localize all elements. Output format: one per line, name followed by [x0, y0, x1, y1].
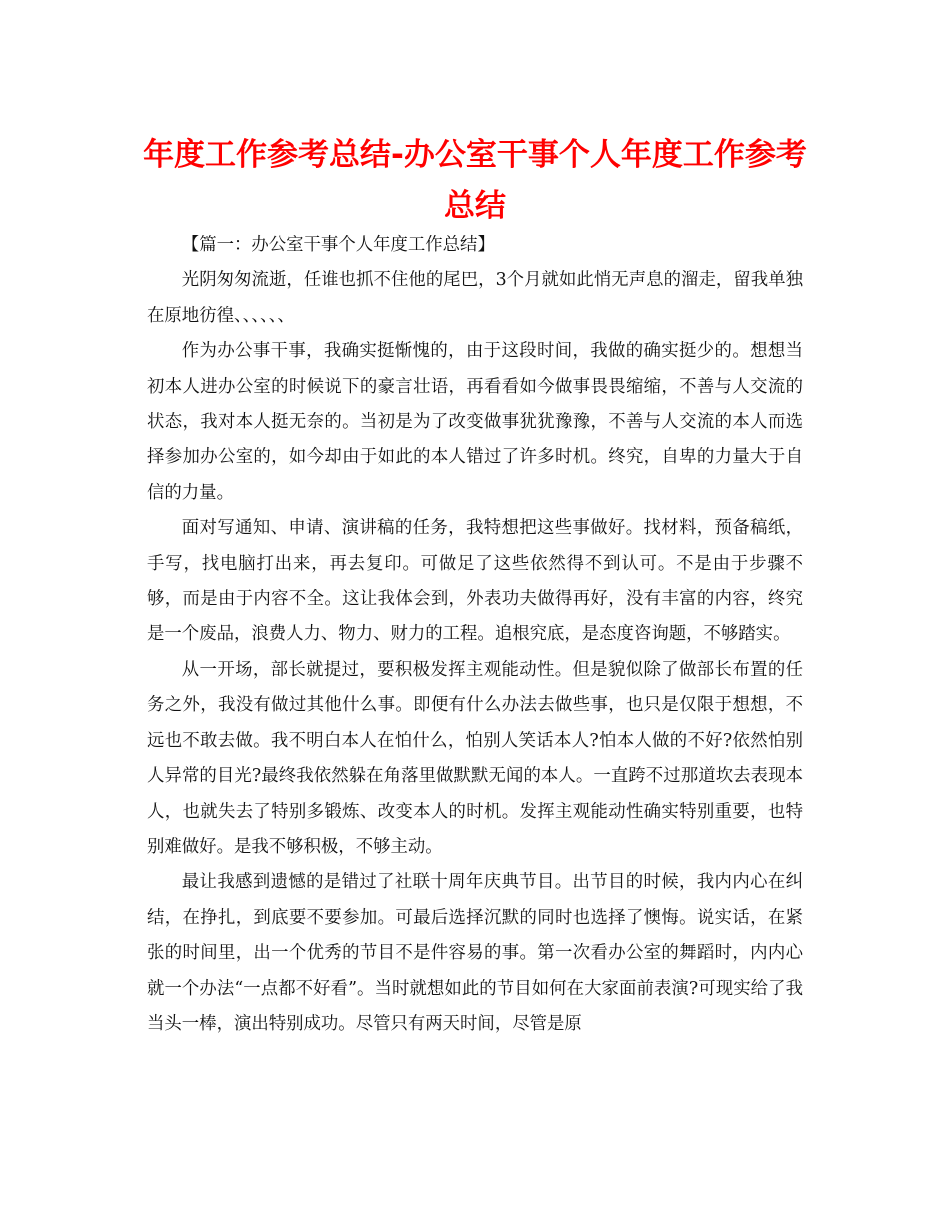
paragraph: 最让我感到遗憾的是错过了社联十周年庆典节目。出节目的时候，我内内心在纠结，在挣扎，到底要不要参加。可最后选择沉默的同时也选择了懊悔。说实话，在紧张的时间里，出一个优秀的节目不是件容易的事。第一次看办公室的舞蹈时，内内心就一个办法“一点都不好看”。当时就想如此的节目如何在大家面前表演?可现实给了我当头一棒，演出特别成功。尽管只有两天时间，尽管是原	[147, 872, 803, 1034]
paragraph: 作为办公事干事，我确实挺惭愧的，由于这段时间，我做的确实挺少的。想想当初本人进办公室的时候说下的豪言壮语，再看看如今做事畏畏缩缩，不善与人交流的状态，我对本人挺无奈的。当初是为了改变做事犹犹豫豫，不善与人交流的本人而选择参加办公室的，如今却由于如此的本人错过了许多时机。终究，自卑的力量大于自信的力量。	[147, 341, 803, 503]
section-heading: 【篇一：办公室干事个人年度工作总结】	[181, 235, 495, 255]
paragraph: 面对写通知、申请、演讲稿的任务，我特想把这些事做好。找材料，预备稿纸，手写，找电脑打出来，再去复印。可做足了这些依然得不到认可。不是由于步骤不够，而是由于内容不全。这让我体会到，外表功夫做得再好，没有丰富的内容，终究是一个废品，浪费人力、物力、财力的工程。追根究底，是态度咨询题，不够踏实。	[147, 518, 803, 645]
document-body	[147, 228, 803, 1042]
document-title: 年度工作参考总结-办公室干事个人年度工作参考总结	[143, 137, 807, 224]
paragraph: 光阴匆匆流逝，任谁也抓不住他的尾巴，3个月就如此悄无声息的溜走，留我单独在原地彷徨、、、、、、	[147, 270, 803, 326]
paragraph: 从一开场，部长就提过，要积极发挥主观能动性。但是貌似除了做部长布置的任务之外，我没有做过其他什么事。即便有什么办法去做些事，也只是仅限于想想，不远也不敢去做。我不明白本人在怕什么，怕别人笑话本人?怕本人做的不好?依然怕别人异常的目光?最终我依然躲在角落里做默默无闻的本人。一直跨不过那道坎去表现本人，也就失去了特别多锻炼、改变本人的时机。发挥主观能动性确实特别重要，也特别难做好。是我不够积极，不够主动。	[147, 659, 803, 857]
